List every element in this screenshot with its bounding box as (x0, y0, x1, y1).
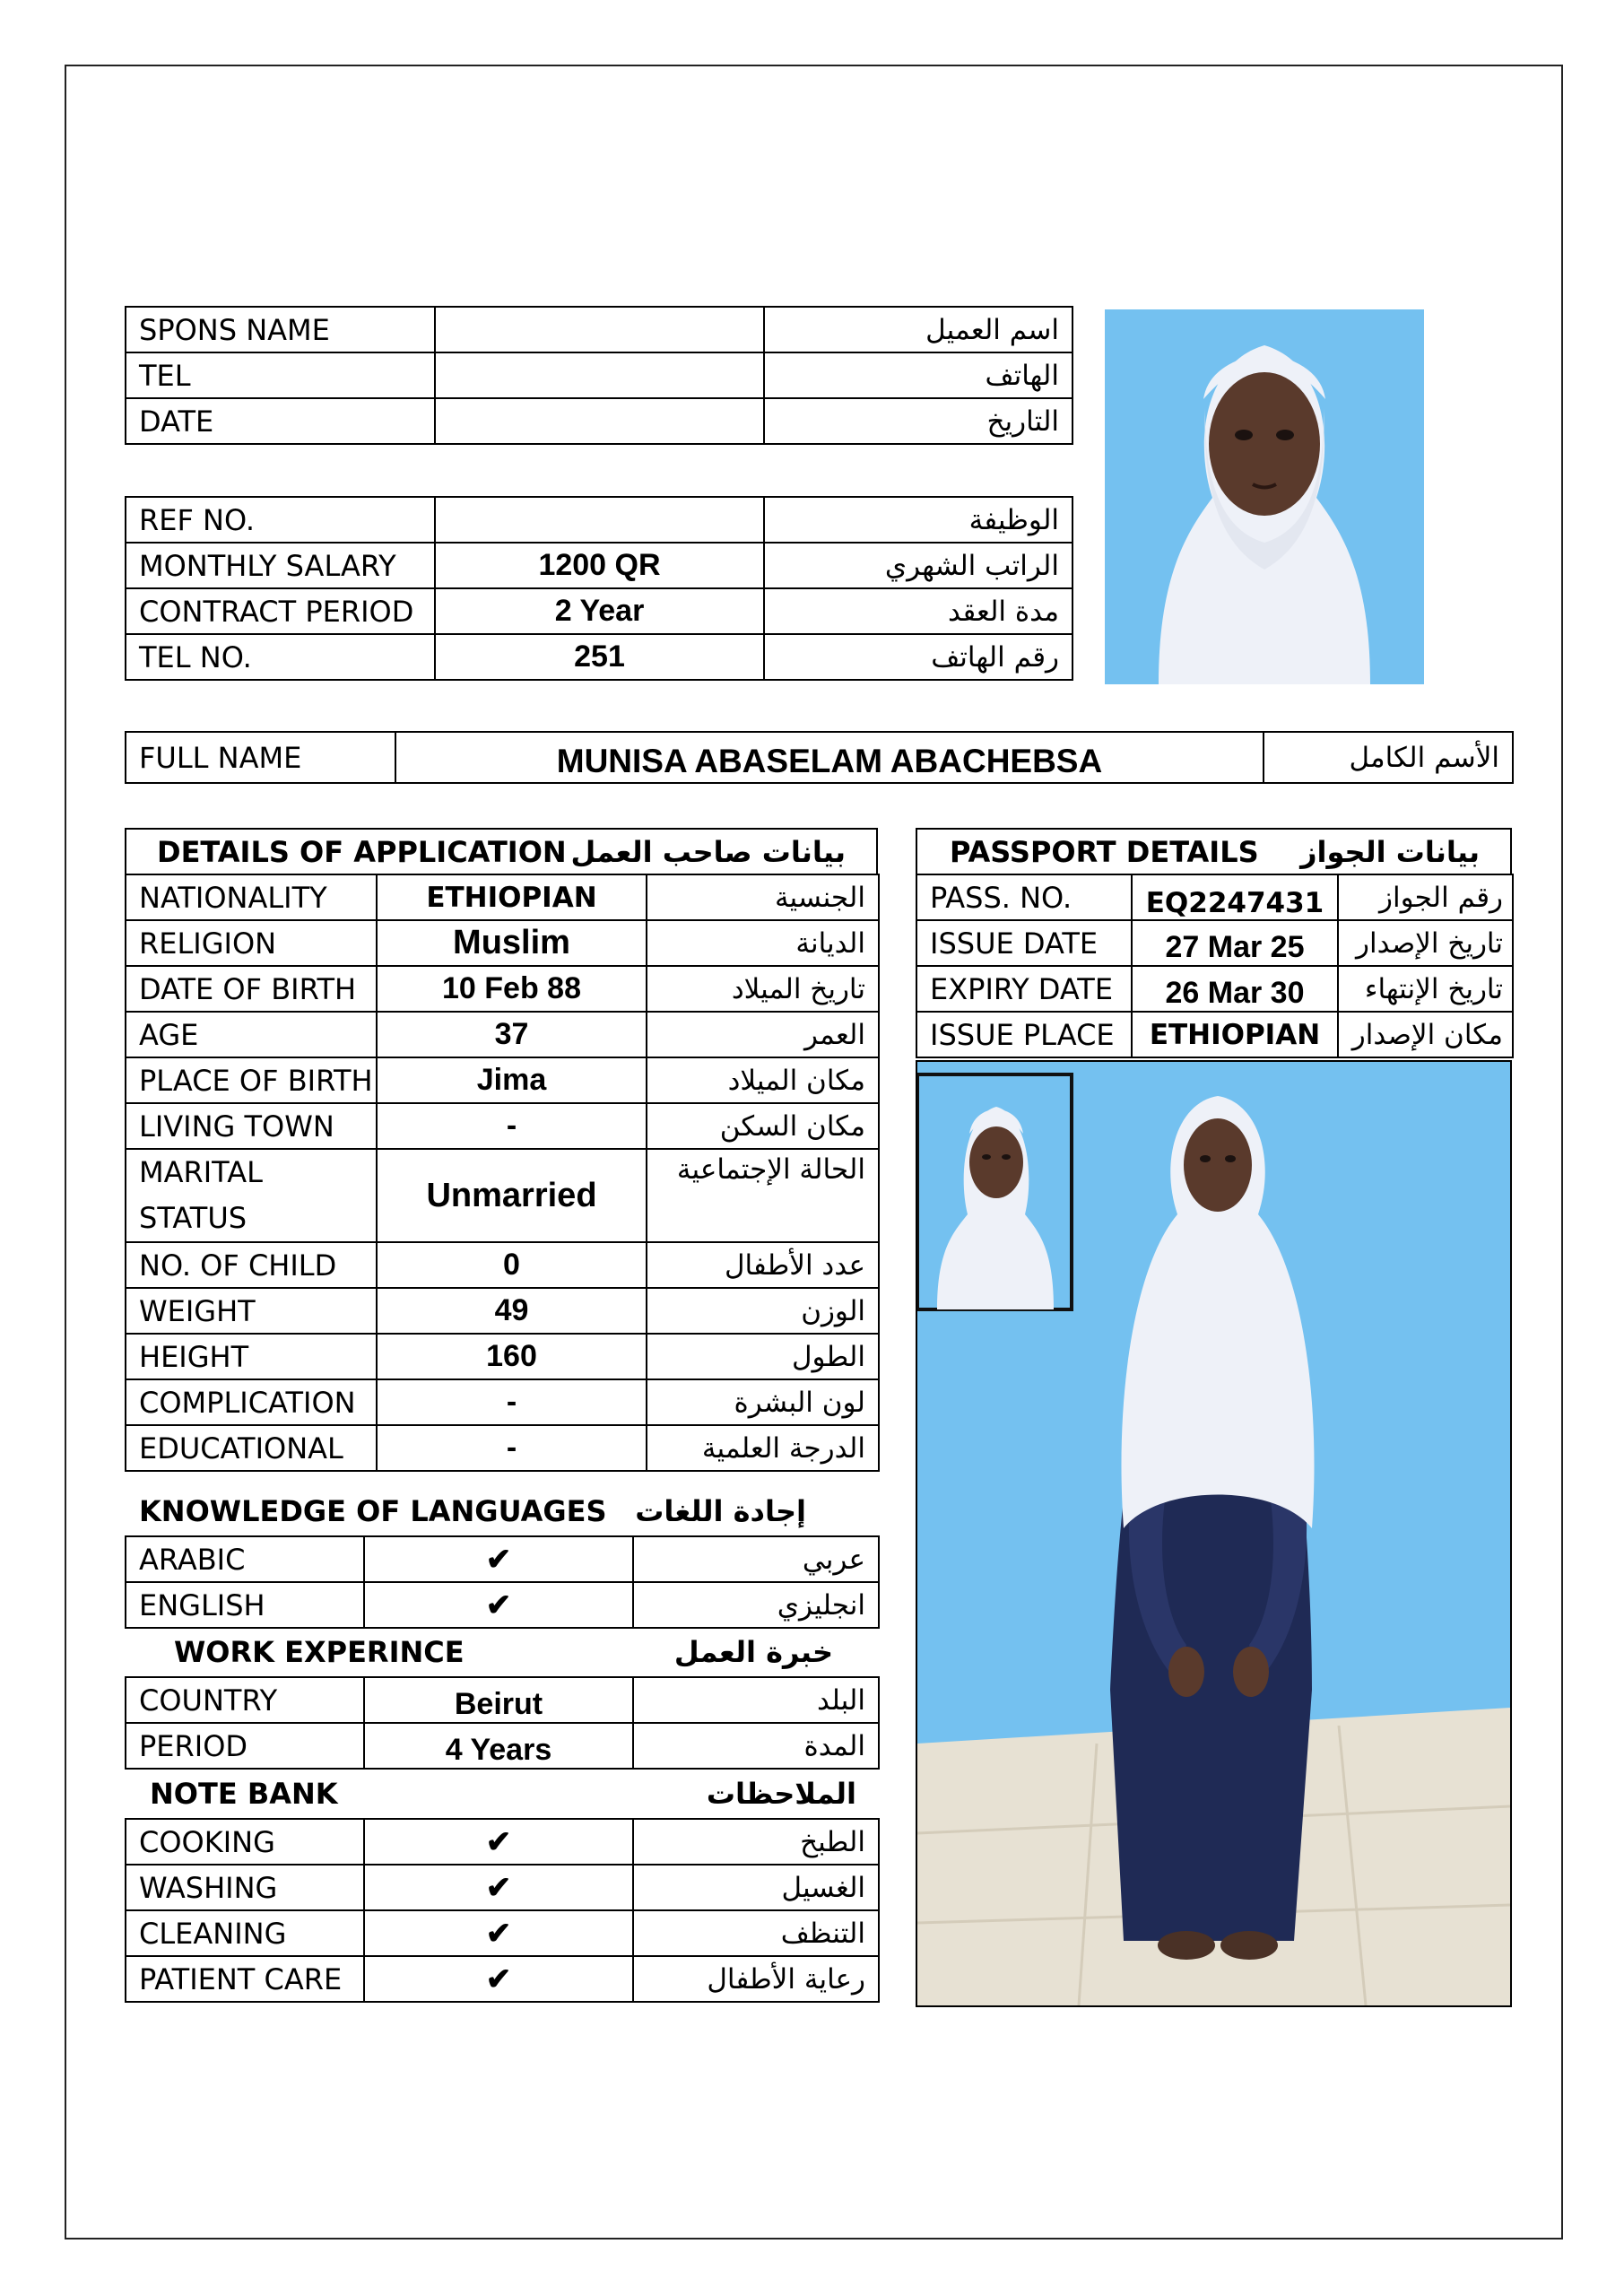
check-icon: ✔ (364, 1956, 633, 2002)
field-value: Jima (377, 1057, 647, 1103)
field-label-ar: الوزن (647, 1288, 879, 1334)
passport-header (916, 828, 1512, 874)
field-label: PERIOD (126, 1723, 364, 1769)
table-row (126, 1536, 879, 1582)
field-value: - (377, 1103, 647, 1149)
field-label: COUNTRY (126, 1677, 364, 1723)
full-name-label-ar: الأسم الكامل (1264, 732, 1513, 783)
table-row (916, 874, 1513, 920)
table-row (126, 966, 879, 1012)
field-value: EQ2247431 (1132, 874, 1338, 920)
field-label: TEL NO. (126, 634, 435, 680)
field-value: 0 (377, 1242, 647, 1288)
field-value: Muslim (377, 920, 647, 966)
application-title-ar: بيانات صاحب العمل (570, 835, 846, 869)
table-row (126, 398, 1073, 444)
table-row (126, 588, 1073, 634)
field-label: PLACE OF BIRTH (126, 1057, 377, 1103)
table-row (126, 543, 1073, 588)
table-row (126, 352, 1073, 398)
field-label-ar: لون البشرة (647, 1379, 879, 1425)
field-value (435, 398, 764, 444)
field-label-ar: مكان الميلاد (647, 1057, 879, 1103)
field-label-ar: مكان السكن (647, 1103, 879, 1149)
field-label: EXPIRY DATE (916, 966, 1132, 1012)
field-label-ar: رقم الجواز (1338, 874, 1513, 920)
field-value: 26 Mar 30 (1132, 966, 1338, 1012)
marital-status-label: MARITAL STATUS (139, 1155, 263, 1235)
field-label: ENGLISH (126, 1582, 364, 1628)
table-row (126, 1425, 879, 1471)
check-icon: ✔ (364, 1582, 633, 1628)
field-label-ar: تاريخ الإصدار (1338, 920, 1513, 966)
field-value: 27 Mar 25 (1132, 920, 1338, 966)
field-value: 251 (435, 634, 764, 680)
field-label: RELIGION (126, 920, 377, 966)
table-row (126, 1057, 879, 1103)
table-row (126, 634, 1073, 680)
check-icon: ✔ (364, 1536, 633, 1582)
field-value: 49 (377, 1288, 647, 1334)
languages-title-ar: إجادة اللغات (635, 1494, 806, 1528)
field-value: - (377, 1379, 647, 1425)
field-value: 2 Year (435, 588, 764, 634)
field-value (435, 307, 764, 352)
field-label: PATIENT CARE (126, 1956, 364, 2002)
languages-table (125, 1535, 880, 1629)
field-label-ar: الطول (647, 1334, 879, 1379)
field-label-ar: الطبخ (633, 1819, 879, 1865)
field-label-ar: رقم الهاتف (764, 634, 1073, 680)
sponsor-table (125, 306, 1073, 445)
field-label: DATE OF BIRTH (126, 966, 377, 1012)
work-title-ar: خبرة العمل (673, 1635, 833, 1669)
table-row (126, 1582, 879, 1628)
work-title: WORK EXPERINCE (174, 1635, 465, 1669)
field-value: Beirut (364, 1677, 633, 1723)
table-row (126, 1379, 879, 1425)
table-row (126, 874, 879, 920)
notes-table (125, 1818, 880, 2003)
field-label-ar: تاريخ الميلاد (647, 966, 879, 1012)
check-icon: ✔ (364, 1865, 633, 1910)
notes-title-ar: الملاحظات (706, 1777, 856, 1811)
field-label: CONTRACT PERIOD (126, 588, 435, 634)
table-row (126, 1012, 879, 1057)
field-label: TEL (126, 352, 435, 398)
field-label-ar: رعاية الأطفال (633, 1956, 879, 2002)
table-row (126, 1103, 879, 1149)
field-label-ar: الراتب الشهري (764, 543, 1073, 588)
table-row (126, 1956, 879, 2002)
field-value (435, 497, 764, 543)
application-table (125, 874, 880, 1472)
table-row (126, 1242, 879, 1288)
field-label-ar: البلد (633, 1677, 879, 1723)
passport-title: PASSPORT DETAILS (950, 835, 1259, 869)
languages-title: KNOWLEDGE OF LANGUAGES (139, 1494, 607, 1528)
field-label: DATE (126, 398, 435, 444)
work-header (125, 1630, 878, 1675)
field-value: - (377, 1425, 647, 1471)
field-label: ISSUE PLACE (916, 1012, 1132, 1057)
field-label: LIVING TOWN (126, 1103, 377, 1149)
field-label: ARABIC (126, 1536, 364, 1582)
table-row (126, 1288, 879, 1334)
field-label: COOKING (126, 1819, 364, 1865)
table-row (126, 1677, 879, 1723)
field-label-ar: انجليزي (633, 1582, 879, 1628)
field-label: MONTHLY SALARY (126, 543, 435, 588)
field-value: 1200 QR (435, 543, 764, 588)
languages-header (125, 1489, 878, 1535)
field-label: NATIONALITY (126, 874, 377, 920)
table-row (916, 966, 1513, 1012)
portrait-photo (1105, 309, 1424, 684)
field-value: 10 Feb 88 (377, 966, 647, 1012)
field-label: HEIGHT (126, 1334, 377, 1379)
portrait-figure (1105, 309, 1424, 684)
field-label-ar: الجنسية (647, 874, 879, 920)
table-row (126, 1865, 879, 1910)
field-label: COMPLICATION (126, 1379, 377, 1425)
field-value: ETHIOPIAN (1132, 1012, 1338, 1057)
table-row (126, 1334, 879, 1379)
application-title: DETAILS OF APPLICATION (157, 835, 567, 869)
table-row (916, 920, 1513, 966)
table-row (126, 1819, 879, 1865)
full-name-value: MUNISA ABASELAM ABACHEBSA (395, 732, 1264, 783)
job-table (125, 496, 1073, 681)
table-row (126, 732, 1513, 783)
table-row (916, 1012, 1513, 1057)
field-label-ar: العمر (647, 1012, 879, 1057)
table-row (126, 1149, 879, 1242)
table-row (126, 920, 879, 966)
field-label-ar: مكان الإصدار (1338, 1012, 1513, 1057)
field-label-ar: الغسيل (633, 1865, 879, 1910)
field-label: REF NO. (126, 497, 435, 543)
table-row (126, 497, 1073, 543)
field-label-ar: عدد الأطفال (647, 1242, 879, 1288)
table-row (126, 307, 1073, 352)
field-label-ar: اسم العميل (764, 307, 1073, 352)
field-value: 4 Years (364, 1723, 633, 1769)
full-name-label: FULL NAME (126, 732, 395, 783)
field-label-ar: التاريخ (764, 398, 1073, 444)
field-label-ar: الهاتف (764, 352, 1073, 398)
table-row (126, 1723, 879, 1769)
field-label: WEIGHT (126, 1288, 377, 1334)
field-value: Unmarried (377, 1149, 647, 1242)
work-table (125, 1676, 880, 1770)
full-body-photo (916, 1060, 1512, 2007)
field-label-ar: تاريخ الإنتهاء (1338, 966, 1513, 1012)
field-label: CLEANING (126, 1910, 364, 1956)
application-header (125, 828, 878, 874)
notes-title: NOTE BANK (150, 1777, 338, 1811)
field-label: EDUCATIONAL (126, 1425, 377, 1471)
field-label-ar: الحالة الإجتماعية (647, 1149, 879, 1242)
field-label: AGE (126, 1012, 377, 1057)
field-label-ar: الديانة (647, 920, 879, 966)
field-label-ar: عربي (633, 1536, 879, 1582)
check-icon: ✔ (364, 1910, 633, 1956)
passport-table (916, 874, 1514, 1058)
field-value (435, 352, 764, 398)
full-name-table (125, 731, 1514, 784)
field-label-ar: الوظيفة (764, 497, 1073, 543)
check-icon: ✔ (364, 1819, 633, 1865)
notes-header (125, 1771, 878, 1817)
field-label-ar: الدرجة العلمية (647, 1425, 879, 1471)
field-label: SPONS NAME (126, 307, 435, 352)
field-value: 37 (377, 1012, 647, 1057)
field-label (126, 1149, 377, 1242)
field-label-ar: المدة (633, 1723, 879, 1769)
field-value: ETHIOPIAN (377, 874, 647, 920)
field-label: PASS. NO. (916, 874, 1132, 920)
field-label: WASHING (126, 1865, 364, 1910)
field-label-ar: مدة العقد (764, 588, 1073, 634)
full-body-figure (917, 1062, 1510, 2005)
field-value: 160 (377, 1334, 647, 1379)
passport-title-ar: بيانات الجواز (1300, 835, 1480, 869)
field-label: NO. OF CHILD (126, 1242, 377, 1288)
table-row (126, 1910, 879, 1956)
field-label: ISSUE DATE (916, 920, 1132, 966)
field-label-ar: التنظف (633, 1910, 879, 1956)
